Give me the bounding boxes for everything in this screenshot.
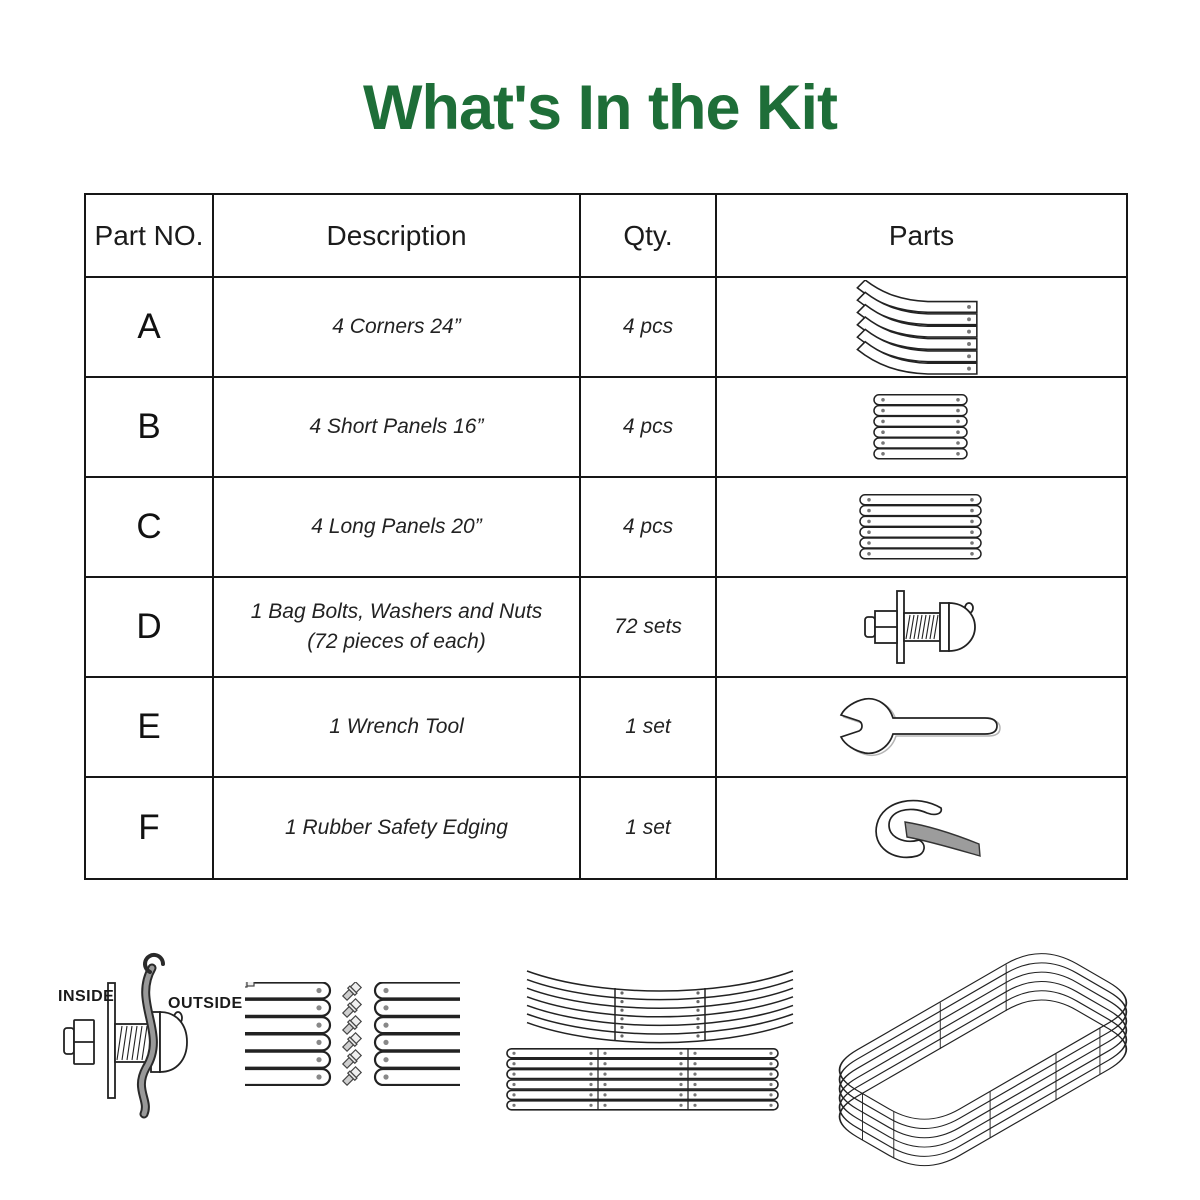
assembled-side-wall-icon (525, 955, 795, 1045)
row-e-qty: 1 set (581, 678, 717, 778)
row-b-description: 4 Short Panels 16” (214, 378, 581, 478)
row-c-qty: 4 pcs (581, 478, 717, 578)
page-title: What's In the Kit (363, 73, 837, 143)
row-e-parts-cell (717, 678, 1126, 778)
row-f-description: 1 Rubber Safety Edging (214, 778, 581, 878)
parts-table (84, 193, 1128, 880)
row-a-parts-cell (717, 278, 1126, 378)
row-a-description: 4 Corners 24” (214, 278, 581, 378)
row-d-description-line2: (72 pieces of each) (307, 630, 486, 653)
row-b-qty: 4 pcs (581, 378, 717, 478)
header-qty: Qty. (581, 195, 717, 278)
row-b-parts-cell (717, 378, 1126, 478)
row-d-description (214, 578, 581, 678)
long-panels-stack-icon (858, 494, 986, 560)
panel-bolt-connection-detail-icon (245, 982, 460, 1086)
row-d-qty: 72 sets (581, 578, 717, 678)
row-b-part-no: B (86, 378, 214, 478)
corner-panels-stack-icon (856, 280, 988, 375)
row-f-parts-cell (717, 778, 1126, 878)
rubber-edging-icon (859, 792, 985, 864)
row-f-qty: 1 set (581, 778, 717, 878)
short-panels-stack-icon (872, 394, 972, 460)
row-d-part-no: D (86, 578, 214, 678)
row-e-description: 1 Wrench Tool (214, 678, 581, 778)
row-e-part-no: E (86, 678, 214, 778)
row-d-description-line1: 1 Bag Bolts, Washers and Nuts (250, 599, 543, 623)
wrench-icon (827, 689, 1017, 765)
bolt-washer-nut-icon (857, 585, 987, 669)
row-a-qty: 4 pcs (581, 278, 717, 378)
joined-long-panels-icon (505, 1048, 780, 1111)
bolt-through-panel-with-edging-icon (50, 948, 250, 1120)
row-c-parts-cell (717, 478, 1126, 578)
outside-label: OUTSIDE (168, 995, 243, 1012)
row-a-part-no: A (86, 278, 214, 378)
header-parts: Parts (717, 195, 1126, 278)
row-c-description: 4 Long Panels 20” (214, 478, 581, 578)
inside-label: INSIDE (58, 988, 115, 1005)
row-f-part-no: F (86, 778, 214, 878)
assembled-garden-bed-icon (795, 935, 1170, 1180)
assembly-diagrams (0, 930, 1200, 1180)
header-part-no: Part NO. (86, 195, 214, 278)
row-c-part-no: C (86, 478, 214, 578)
header-description: Description (214, 195, 581, 278)
row-d-parts-cell (717, 578, 1126, 678)
